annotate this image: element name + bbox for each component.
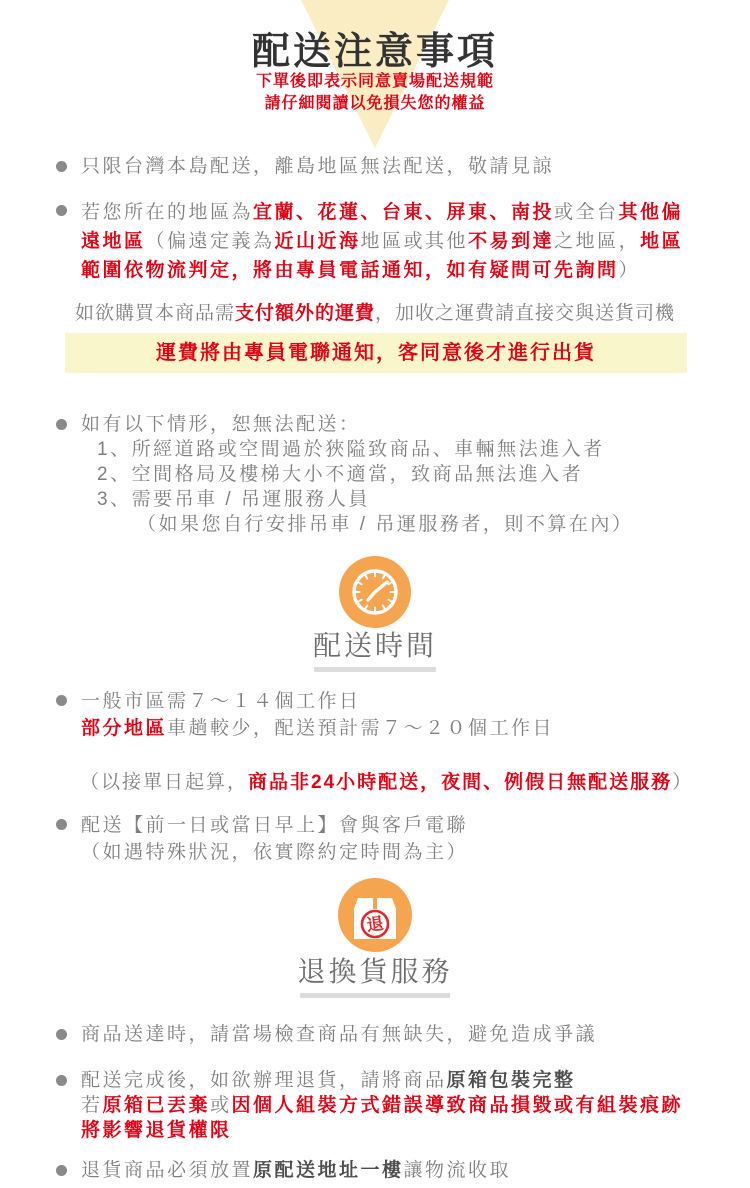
heading-text: 配送時間 bbox=[312, 630, 437, 661]
subtitle-line-1: 下單後即表示同意賣場配送規範 bbox=[255, 73, 494, 90]
bullet-contact-before-delivery bbox=[56, 812, 704, 866]
returns-heading bbox=[0, 956, 750, 998]
bullet-text-line: 若原箱已丟棄或因個人組裝方式錯誤導致商品損毀或有組裝痕跡 bbox=[81, 1095, 684, 1116]
bullet-dot bbox=[56, 1165, 67, 1176]
clock-icon bbox=[339, 556, 411, 633]
bullet-text-line: 若您所在的地區為宜蘭、花蓮、台東、屏東、南投或全台其他偏 bbox=[81, 202, 684, 223]
delivery-time-heading bbox=[0, 630, 750, 672]
bullet-dot bbox=[56, 695, 67, 706]
bullet-delivery-days bbox=[56, 688, 704, 742]
bullet-return-pickup bbox=[56, 1158, 704, 1183]
bullet-text-line: 將影響退貨權限 bbox=[81, 1120, 232, 1141]
no-delivery-head: 如有以下情形，恕無法配送： bbox=[81, 414, 361, 435]
bullet-text-line: （如遇特殊狀況，依實際約定時間為主） bbox=[81, 842, 469, 863]
bullet-dot bbox=[56, 1029, 67, 1040]
bullet-dot bbox=[56, 205, 67, 216]
bullet-text: 只限台灣本島配送，離島地區無法配送，敬請見諒 bbox=[81, 156, 555, 177]
bullet-dot bbox=[56, 1075, 67, 1086]
heading-underline bbox=[314, 667, 436, 672]
bullet-text: 商品送達時，請當場檢查商品有無缺失，避免造成爭議 bbox=[81, 1024, 598, 1045]
bullet-no-delivery-cases bbox=[56, 412, 704, 537]
bullet-check-on-arrival bbox=[56, 1022, 704, 1047]
bullet-dot bbox=[56, 419, 67, 430]
bullet-text-line: 範圍依物流判定，將由專員電話通知，如有疑問可先詢問） bbox=[81, 260, 641, 281]
extra-fee-note: 如欲購買本商品需支付額外的運費，加收之運費請直接交與送貨司機 bbox=[74, 303, 676, 324]
page-subtitle bbox=[0, 71, 750, 115]
no-delivery-item: 3、需要吊車 / 吊運服務人員 bbox=[97, 489, 370, 510]
bullet-text-line: 配送【前一日或當日早上】會與客戶電聯 bbox=[81, 815, 469, 836]
return-box-icon bbox=[338, 878, 412, 957]
bullet-dot bbox=[56, 819, 67, 830]
delivery-limit-note: （以接單日起算，商品非24小時配送，夜間、例假日無配送服務） bbox=[80, 772, 694, 793]
bullet-text-line: 遠地區（偏遠定義為近山近海地區或其他不易到達之地區，地區 bbox=[81, 231, 684, 252]
bullet-text-line: 部分地區車趟較少，配送預計需７～２０個工作日 bbox=[81, 718, 555, 739]
bullet-dot bbox=[56, 161, 67, 172]
subtitle-line-2: 請仔細閱讀以免損失您的權益 bbox=[264, 95, 486, 112]
bullet-text-line: 配送完成後，如欲辦理退貨，請將商品原箱包裝完整 bbox=[81, 1070, 576, 1091]
no-delivery-item: 2、空間格局及樓梯大小不適當，致商品無法進入者 bbox=[97, 464, 584, 485]
heading-text: 退換貨服務 bbox=[297, 956, 453, 987]
bullet-return-packaging bbox=[56, 1068, 704, 1143]
bullet-text-line: 一般市區需７～１４個工作日 bbox=[81, 691, 361, 712]
return-stamp-char: 退 bbox=[365, 913, 385, 936]
heading-underline bbox=[300, 993, 450, 998]
bullet-remote-areas bbox=[56, 198, 704, 285]
page-title: 配送注意事項 bbox=[251, 31, 498, 73]
bullet-text: 退貨商品必須放置原配送地址一樓讓物流收取 bbox=[81, 1160, 512, 1181]
fee-highlight: 運費將由專員電聯通知，客同意後才進行出貨 bbox=[65, 333, 687, 373]
no-delivery-item: 1、所經道路或空間過於狹隘致商品、車輛無法進入者 bbox=[97, 439, 605, 460]
no-delivery-note: （如果您自行安排吊車 / 吊運服務者，則不算在內） bbox=[137, 514, 634, 535]
bullet-taiwan-only bbox=[56, 154, 704, 179]
